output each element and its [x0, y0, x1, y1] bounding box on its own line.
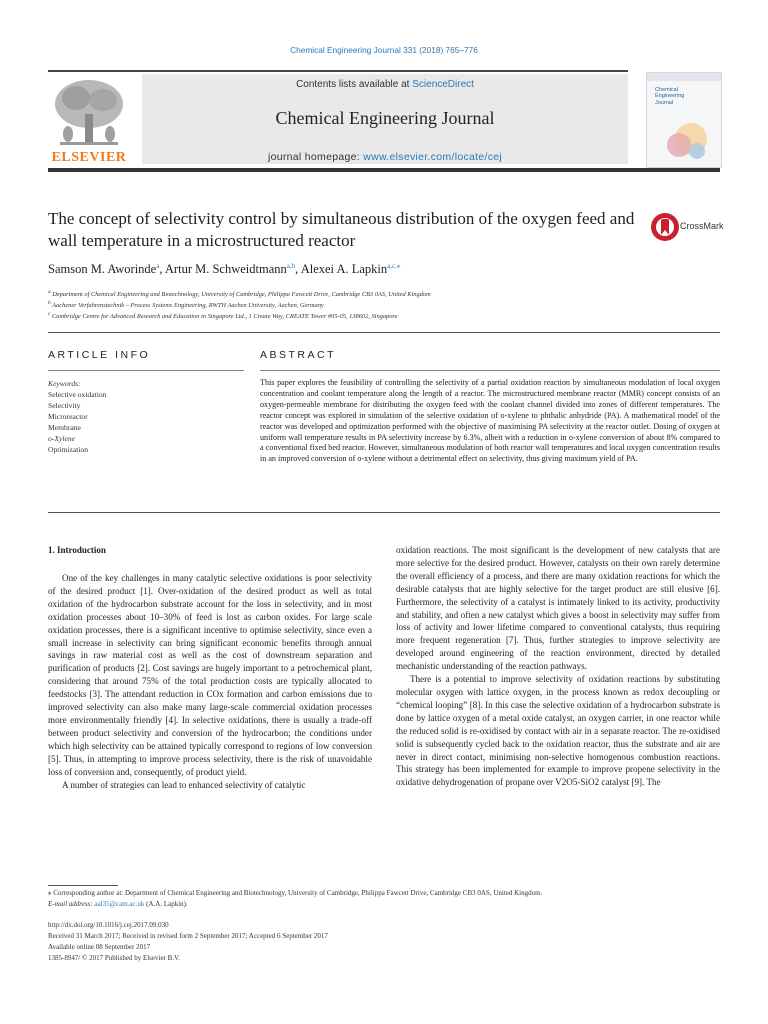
article-info-rule — [48, 370, 244, 371]
section-rule — [48, 512, 720, 513]
cover-artwork — [657, 121, 711, 161]
cover-top-bar — [647, 73, 721, 81]
publisher-wordmark: ELSEVIER — [51, 150, 127, 165]
affiliation-mark: a — [48, 289, 51, 295]
journal-name: Chemical Engineering Journal — [275, 108, 495, 128]
cover-title-line: Chemical — [655, 87, 678, 93]
body-left-column — [48, 572, 372, 791]
affiliation — [48, 300, 324, 309]
crossmark-badge[interactable] — [650, 212, 730, 242]
cover-title-line: Journal — [655, 99, 674, 106]
keyword: Optimization — [48, 445, 89, 454]
body-paragraph: A number of strategies can lead to enhanced selectivity of catalytic — [62, 779, 306, 790]
affiliation — [48, 311, 398, 320]
body-paragraph: oxidation reactions. The most significant is the development of new catalysts that are more selective for the desired product. However, catalysts on their own rarely determine the overall efficiency of a process, and there are many oxidation reactions for which the desirable catalysts that are highly selective for the target product are still elusive [6]. Furthermore, the selectivity of a catalyst is intimately linked to its activity, productivity and stability, and often a new catalyst which gives a boost in selectivity may suffer from loss of activity and lower lifetime compared to conventional catalysts, thus requiring more frequent regeneration [7]. Thus, further strategies to improve selectivity are developed around engineering of the reaction environment, directed by detailed mechanistic understanding of the reaction pathways. — [396, 545, 720, 672]
keyword: Selective oxidation — [48, 390, 107, 399]
article-title: The concept of selectivity control by simultaneous distribution of the oxygen feed and wall temperature in a microstructured reactor — [48, 209, 635, 250]
cover-title — [655, 87, 684, 106]
sciencedirect-link[interactable]: ScienceDirect — [412, 79, 474, 90]
affiliation-text: Department of Chemical Engineering and Biotechnology, University of Cambridge, Philippa Fawcett Drive, Cambridge CB3 0AS, United Kingdom — [52, 291, 431, 299]
header-top-rule — [48, 70, 628, 72]
cover-title-line: Engineering — [655, 93, 685, 100]
body-right-column — [396, 544, 720, 789]
body-paragraph: One of the key challenges in many catalytic selective oxidations is poor selectivity of the desired product [1]. Over-oxidation of the desired product as well as total oxidation of the hydrocarbon substrate account for the loss in selectivity, and in most oxidation processes about 10–30% of feed is lost as carbon oxides. For large scale oxidation processes, there is a significant incentive to optimise selectivity, since even a small increase in selectivity can bring significant economic benefits through annual savings in raw material cost as well as the cost of downstream separation and purification of products [2]. Cost savings are hugely important to a petrochemical plant, considering that around 75% of the total production costs are typically allocated to feedstocks [3]. The attendant reduction in COx formation and carbon emissions due to improved selectivity can also make many large-scale commercial oxidation processes more environmentally friendly [4]. In selective oxidations, there is usually a trade-off between product selectivity and conversion of the hydrocarbon; the conditions under which high selectivity can be attained typically correspond to regions of low conversion [5]. Thus, in attempting to improve process selectivity, there is the risk of unavoidable loss of conversion and, consequently, of product yield. — [48, 573, 372, 777]
section-title: 1. Introduction — [48, 545, 106, 555]
homepage-prefix: journal homepage: — [267, 151, 364, 163]
body-paragraph: There is a potential to improve selectivity of oxidation reactions by substituting molecular oxygen with lattice oxygen, in the process known as redox decoupling or “chemical looping” [8]. In this case the selective oxidation of a hydrocarbon substrate is done by lattice oxygen of a metal oxide catalyst, an oxygen carrier, in one reactor while the reduced solid is re-oxidised by contact with air in a separate reactor. The re-oxidised solid is subsequently cycled back to the oxidation reactor, thus the substrate and air are never in direct contact, minimising non-selective homogenous combustion reactions. This strategy has been implemented for example to improve propene selectivity in the oxidative dehydrogenation of propane over V2O5-SiO2 catalyst [9]. The — [396, 674, 720, 788]
keyword: Microreactor — [48, 412, 88, 421]
author-name[interactable]: Artur M. Schweidtmann — [164, 262, 287, 277]
homepage-link[interactable]: www.elsevier.com/locate/cej — [363, 151, 503, 163]
journal-citation[interactable]: Chemical Engineering Journal 331 (2018) 765–776 — [290, 45, 478, 55]
email-link[interactable]: aal35@cam.ac.uk — [94, 900, 145, 908]
contents-line — [142, 79, 628, 90]
abstract-text: This paper explores the feasibility of controlling the selectivity of a partial oxidation reaction by simultaneous modulation of local oxygen concentration and coolant temperature along the length of a reactor. The microstructured membrane reactor (MMR) concept consists of an oxygen-permeable membrane for distributing the oxygen feed with the coolant channel divided into zones of different temperatures. The reactor concept was explored in simulation of the selective oxidation of o-xylene to phthalic anhydride (PA). A mathematical model of the reactor was developed and optimization performed with the objective of maximising PA selectivity at the reactor outlet. Dosing of oxygen at uniform wall temperature results in PA selectivity increase by 6.3%, albeit with a reduction in o-xylene conversion of about 8% compared to a conventional fixed bed reactor. However, simultaneous modulation of both reactor wall temperatures and local oxygen concentration results in an improved conversion of o-xylene without a detrimental effect on selectivity, thus giving maximum yield of PA. — [260, 378, 720, 464]
email-note — [48, 900, 188, 908]
section-rule — [48, 332, 720, 333]
email-label: E-mail address: — [48, 900, 95, 908]
keyword: Membrane — [48, 423, 81, 432]
footnote-rule — [48, 885, 118, 886]
email-suffix: (A.A. Lapkin). — [144, 900, 188, 908]
corresponding-author-note: ⁎ Corresponding author at: Department of Chemical Engineering and Biotechnology, University of Cambridge, Philippa Fawcett Drive, Cambridge CB3 0AS, United Kingdom. — [48, 889, 543, 897]
header-bottom-rule — [48, 168, 720, 172]
crossmark-icon — [650, 212, 680, 242]
crossmark-label: CrossMark — [680, 221, 724, 231]
keywords-label: Keywords: — [48, 379, 81, 388]
affiliation-text: Aachener Verfahrenstechnik – Process Systems Engineering, RWTH Aachen University, Aachen, Germany — [52, 302, 324, 310]
author-affiliation-mark[interactable]: a,c,⁎ — [387, 262, 401, 270]
contents-prefix: Contents lists available at — [296, 79, 413, 90]
affiliation-mark: c — [48, 311, 51, 317]
article-info-heading: ARTICLE INFO — [48, 349, 151, 361]
keyword: o-Xylene — [48, 434, 75, 443]
author-list: Samson M. Aworinde$^a$, Artur M. Schweidtmann$^{a,b}$, Alexei A. Lapkin$^{a,c,⁎}$ — [48, 262, 401, 277]
available-online: Available online 08 September 2017 — [48, 943, 151, 951]
affiliation — [48, 289, 431, 298]
keyword: Selectivity — [48, 401, 81, 410]
journal-cover-thumbnail[interactable] — [646, 72, 722, 168]
author-affiliation-mark[interactable]: a,b — [286, 262, 296, 270]
author-affiliation-mark[interactable]: a — [156, 262, 160, 270]
author-name[interactable]: Alexei A. Lapkin — [300, 262, 388, 277]
affiliation-mark: b — [48, 300, 51, 306]
journal-homepage — [142, 151, 628, 163]
abstract-heading: ABSTRACT — [260, 349, 337, 361]
affiliation-text: Cambridge Centre for Advanced Research and Education in Singapore Ltd., 1 Create Way, CREATE Tower #05-05, 138602, Singapore — [51, 313, 398, 321]
copyright: 1385-8947/ © 2017 Published by Elsevier B.V. — [48, 954, 180, 962]
author-name[interactable]: Samson M. Aworinde — [48, 262, 157, 277]
doi-link[interactable]: http://dx.doi.org/10.1016/j.cej.2017.09.030 — [48, 921, 169, 929]
received-dates: Received 31 March 2017; Received in revised form 2 September 2017; Accepted 6 September 2017 — [48, 932, 328, 940]
abstract-rule — [260, 370, 720, 371]
